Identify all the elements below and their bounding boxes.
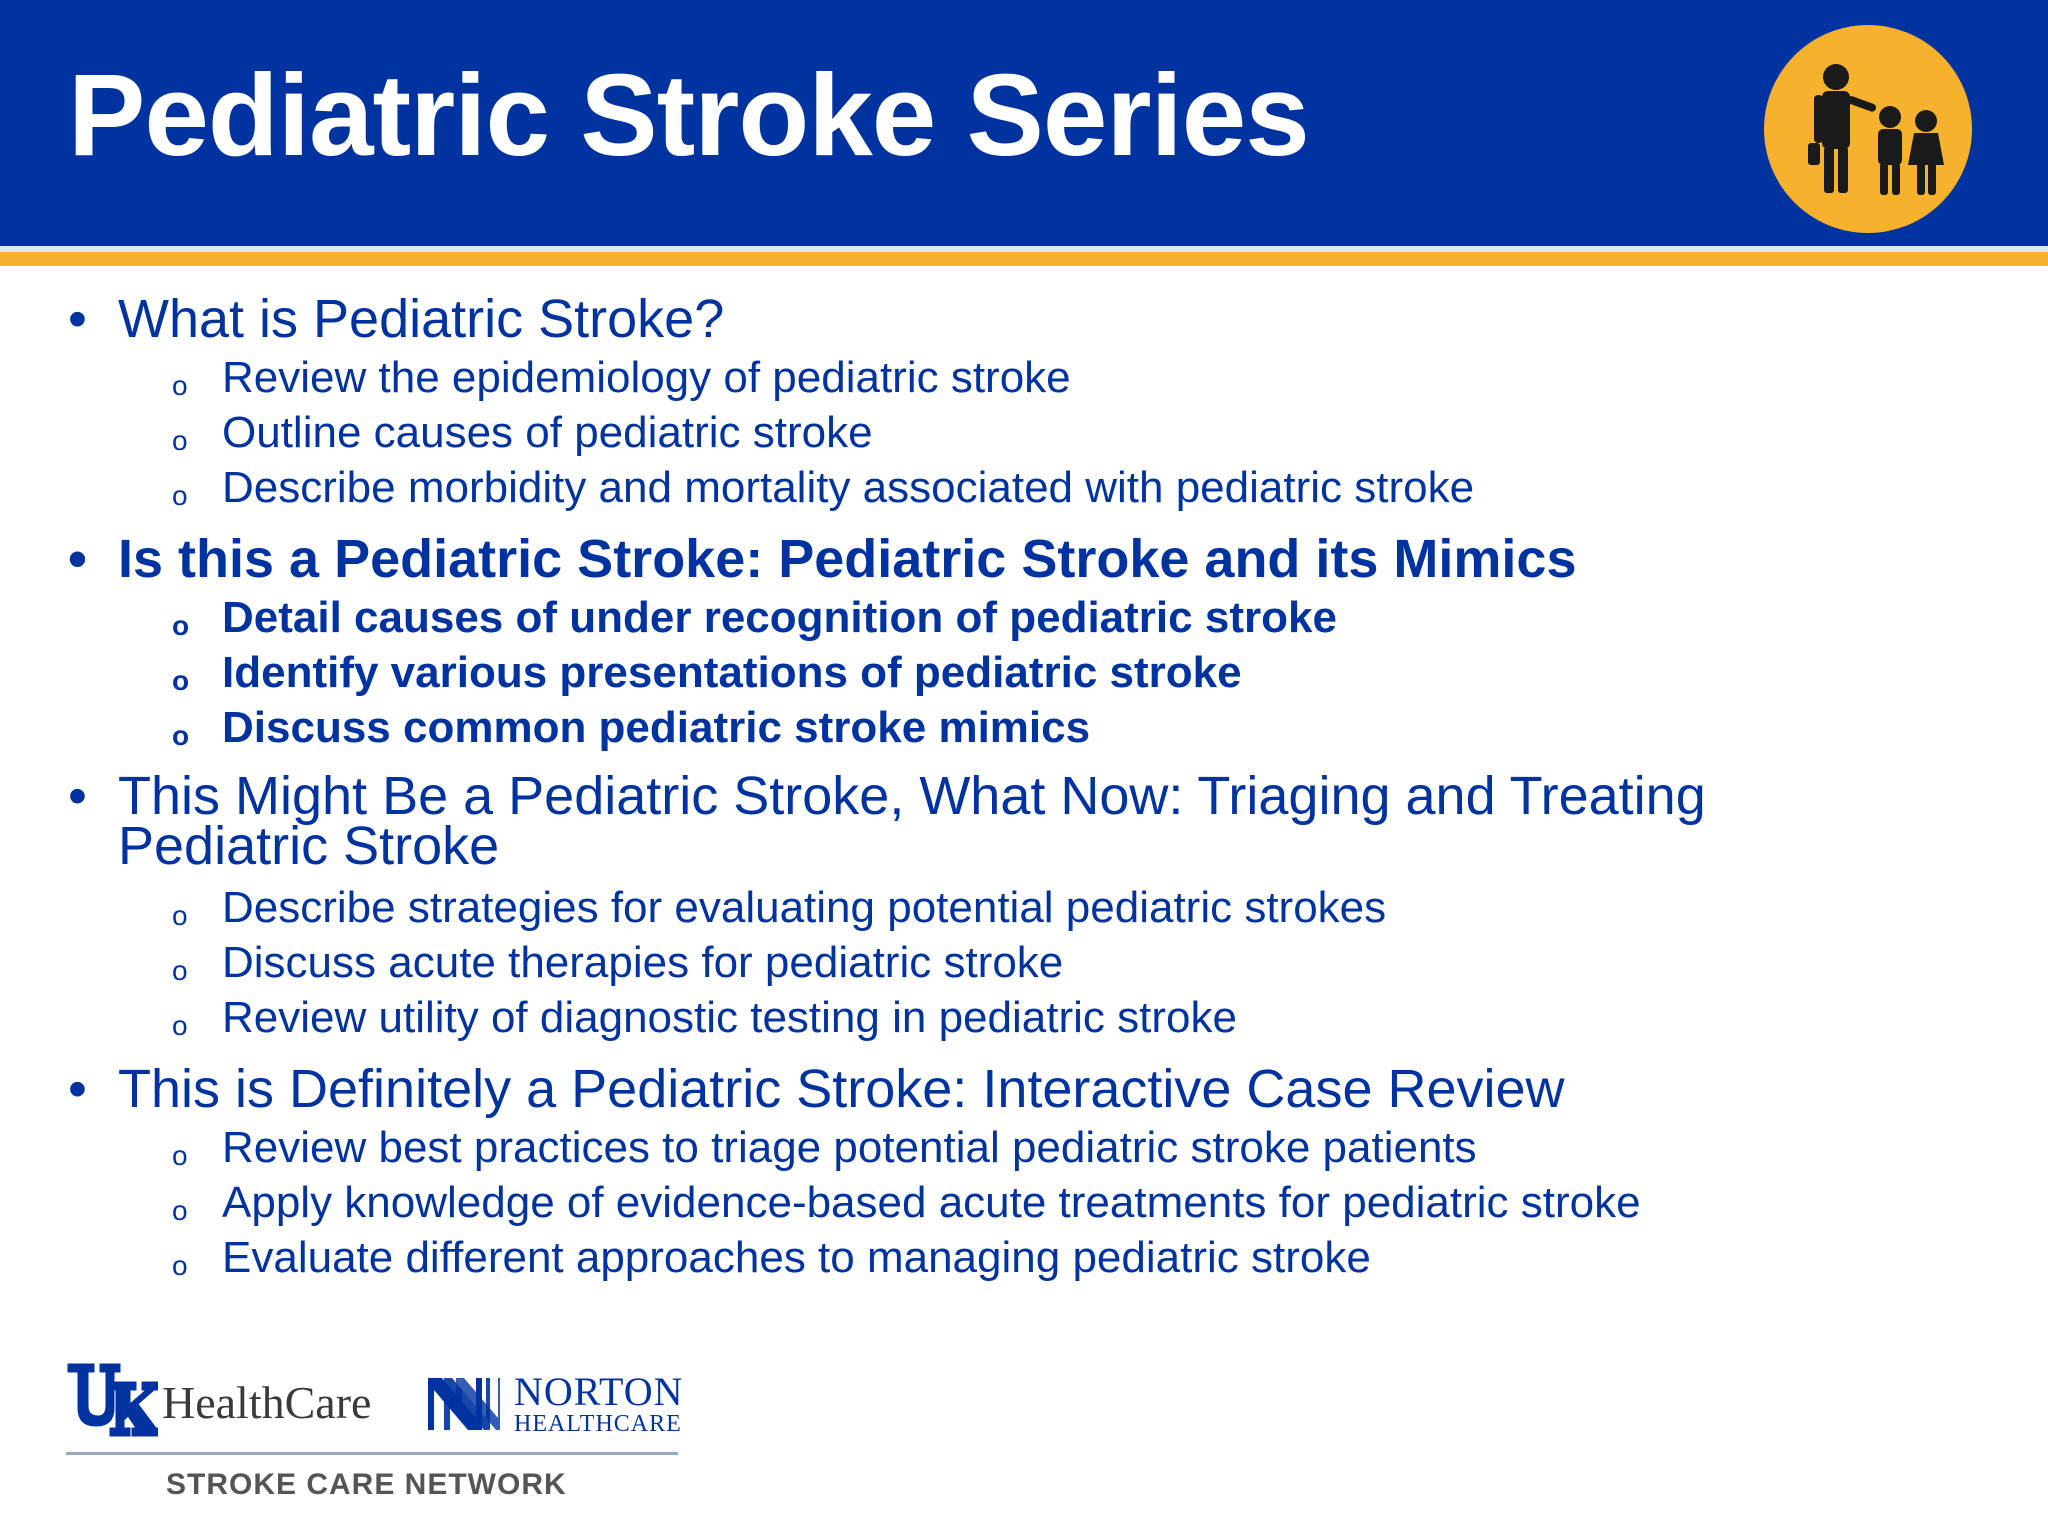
header-accent-stripe (0, 252, 2048, 266)
footer-logos (62, 1356, 682, 1506)
sub-bullet: o (172, 955, 188, 986)
sub-bullet: o (172, 610, 190, 641)
healthcare-label: HealthCare (162, 1377, 372, 1428)
outline-item (172, 938, 1064, 987)
outline-heading (68, 766, 1898, 876)
outline-item-text: Detail causes of under recognition of pediatric stroke (222, 593, 1337, 642)
outline-item (172, 1178, 1641, 1227)
outline-heading-text: What is Pediatric Stroke? (118, 289, 725, 349)
outline-item-text: Review best practices to triage potential pediatric stroke patients (222, 1123, 1477, 1172)
title-banner (0, 0, 2048, 246)
page-title: Pediatric Stroke Series (68, 50, 1309, 180)
sub-bullet: o (172, 1140, 188, 1171)
outline-item-text: Evaluate different approaches to managing pediatric stroke (222, 1233, 1371, 1282)
outline-item (172, 703, 1091, 752)
outline-item-text: Outline causes of pediatric stroke (222, 408, 873, 457)
outline-item-text: Describe morbidity and mortality associated with pediatric stroke (222, 463, 1475, 512)
sub-bullet: o (172, 480, 188, 511)
sub-bullet: o (172, 1010, 188, 1041)
sub-bullet: o (172, 1250, 188, 1281)
sub-bullet: o (172, 665, 190, 696)
outline-item (172, 883, 1387, 932)
bullet: • (68, 1059, 87, 1119)
stroke-care-network-label: STROKE CARE NETWORK (166, 1468, 567, 1501)
sub-bullet: o (172, 370, 188, 401)
bullet: • (68, 289, 87, 349)
outline-item-text: Review utility of diagnostic testing in pediatric stroke (222, 993, 1237, 1042)
bullet: • (68, 529, 87, 589)
outline-item (172, 648, 1242, 697)
outline-item-text: Identify various presentations of pediatric stroke (222, 648, 1242, 697)
sub-bullet: o (172, 720, 190, 751)
norton-logo-mark (424, 1374, 502, 1434)
outline-heading-text: This Might Be a Pediatric Stroke, What Now: Triaging and Treating Pediatric Stroke (118, 766, 1706, 876)
uk-logo (66, 1360, 158, 1440)
outline-item (172, 463, 1475, 512)
outline-item-text: Apply knowledge of evidence-based acute treatments for pediatric stroke (222, 1178, 1641, 1227)
footer-divider (66, 1452, 678, 1455)
outline-item (172, 353, 1071, 402)
outline-item (172, 1233, 1371, 1282)
outline-item (172, 408, 873, 457)
bullet: • (68, 766, 87, 826)
outline-heading (68, 529, 1918, 589)
outline-heading-text: This is Definitely a Pediatric Stroke: Interactive Case Review (118, 1059, 1565, 1119)
outline-heading (68, 1059, 1918, 1119)
uk-logo-text: UK (112, 1438, 114, 1439)
norton-healthcare-wordmark (514, 1369, 684, 1437)
outline-item-text: Describe strategies for evaluating potential pediatric strokes (222, 883, 1387, 932)
outline-item-text: Discuss common pediatric stroke mimics (222, 703, 1091, 752)
sub-bullet: o (172, 425, 188, 456)
norton-label: NORTON (514, 1369, 684, 1414)
outline-item (172, 993, 1237, 1042)
sub-bullet: o (172, 900, 188, 931)
outline-heading (68, 289, 1918, 349)
outline-item (172, 593, 1337, 642)
family-icon (1764, 25, 1972, 233)
outline-item-text: Review the epidemiology of pediatric stroke (222, 353, 1071, 402)
outline-heading-text: Is this a Pediatric Stroke: Pediatric Stroke and its Mimics (118, 529, 1577, 589)
norton-healthcare-label: HEALTHCARE (514, 1411, 682, 1437)
sub-bullet: o (172, 1195, 188, 1226)
outline-item-text: Discuss acute therapies for pediatric stroke (222, 938, 1064, 987)
outline-item (172, 1123, 1477, 1172)
